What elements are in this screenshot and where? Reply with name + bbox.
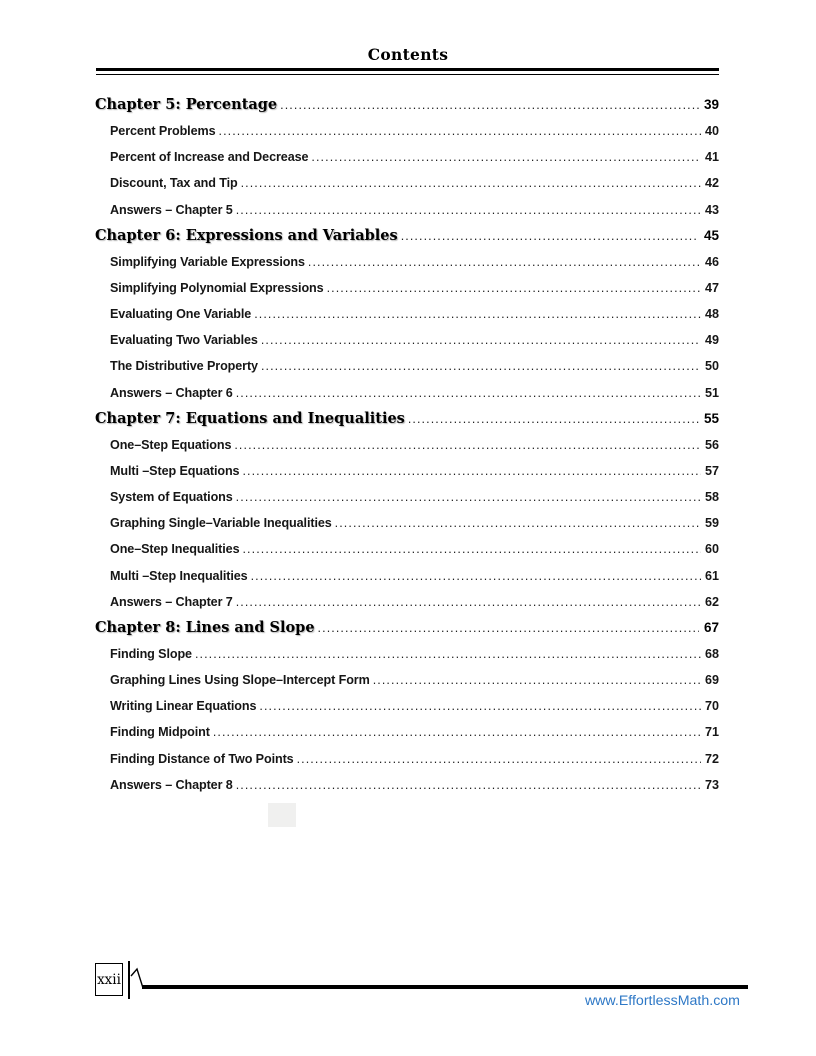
toc-entry-page: 40 (704, 124, 719, 139)
toc-entry-title: One–Step Inequalities (110, 542, 240, 557)
toc-entry-title: Simplifying Polynomial Expressions (110, 280, 324, 295)
toc-entry-title: Finding Slope (110, 646, 192, 661)
dot-leader (219, 118, 701, 144)
dot-leader (335, 510, 701, 536)
toc-entry-page: 57 (704, 463, 719, 478)
toc-entry-title: Multi –Step Equations (110, 463, 240, 478)
toc-entry-page: 72 (704, 751, 719, 766)
toc-section-entry (95, 275, 719, 301)
dot-leader (242, 536, 701, 562)
toc-entry-title: Finding Midpoint (110, 725, 210, 740)
toc-entry-title: Chapter 5: Percentage (95, 96, 278, 113)
toc-entry-page: 67 (703, 619, 719, 635)
toc-entry-page: 50 (704, 359, 719, 374)
toc-section-entry (95, 197, 719, 223)
toc-entry-title: Answers – Chapter 8 (110, 777, 233, 792)
website-link[interactable]: www.EffortlessMath.com (584, 993, 740, 1009)
toc-entry-page: 71 (704, 725, 719, 740)
dot-leader (259, 693, 701, 719)
header-rule (96, 68, 719, 75)
toc-entry-title: Percent Problems (110, 124, 216, 139)
dot-leader (318, 615, 699, 641)
dot-leader (236, 484, 701, 510)
toc-entry-title: Answers – Chapter 6 (110, 385, 233, 400)
toc-entry-title: Writing Linear Equations (110, 699, 257, 714)
toc-entry-page: 51 (704, 385, 719, 400)
toc-entry-page: 47 (704, 280, 719, 295)
footer-rule (142, 985, 748, 989)
page-header (0, 45, 816, 64)
toc-section-entry (95, 144, 719, 170)
toc-entry-page: 68 (704, 646, 719, 661)
toc-section-entry (95, 693, 719, 719)
dot-leader (280, 92, 699, 118)
toc-section-entry (95, 484, 719, 510)
toc-entry-title: Percent of Increase and Decrease (110, 150, 309, 165)
toc-entry-title: Evaluating One Variable (110, 307, 252, 322)
toc-section-entry (95, 301, 719, 327)
toc-entry-page: 46 (704, 254, 719, 269)
toc-entry-page: 42 (704, 176, 719, 191)
toc-entry-page: 58 (704, 490, 719, 505)
dot-leader (408, 406, 699, 432)
toc-section-entry (95, 746, 719, 772)
toc-entry-page: 48 (704, 307, 719, 322)
toc-entry-title: The Distributive Property (110, 359, 258, 374)
toc-section-entry (95, 432, 719, 458)
toc-section-entry (95, 327, 719, 353)
dot-leader (254, 301, 701, 327)
toc-section-entry (95, 667, 719, 693)
toc-section-entry (95, 589, 719, 615)
scan-smudge-artifact (268, 803, 296, 827)
toc-section-entry (95, 118, 719, 144)
toc-section-entry (95, 458, 719, 484)
toc-entry-title: System of Equations (110, 490, 233, 505)
toc-entry-title: Simplifying Variable Expressions (110, 254, 305, 269)
toc-section-entry (95, 563, 719, 589)
toc-entry-title: Multi –Step Inequalities (110, 568, 248, 583)
dot-leader (261, 353, 701, 379)
dot-leader (213, 719, 701, 745)
dot-leader (236, 772, 701, 798)
toc-entry-page: 61 (704, 568, 719, 583)
dot-leader (236, 589, 701, 615)
dot-leader (311, 144, 701, 170)
dot-leader (297, 746, 701, 772)
page-title: Contents (367, 45, 449, 64)
toc-entry-title: Answers – Chapter 5 (110, 202, 233, 217)
toc-section-entry (95, 249, 719, 275)
toc-section-entry (95, 719, 719, 745)
dot-leader (236, 197, 701, 223)
toc-section-entry (95, 641, 719, 667)
dot-leader (251, 563, 701, 589)
toc-entry-title: Graphing Lines Using Slope–Intercept Form (110, 673, 370, 688)
toc-chapter-entry (95, 406, 719, 432)
toc-chapter-entry (95, 615, 719, 641)
dot-leader (373, 667, 701, 693)
toc-entry-title: Discount, Tax and Tip (110, 176, 238, 191)
toc-entry-title: Finding Distance of Two Points (110, 751, 294, 766)
toc-entry-title: Chapter 6: Expressions and Variables (95, 226, 398, 244)
dot-leader (195, 641, 701, 667)
toc-section-entry (95, 353, 719, 379)
toc-entry-title: Evaluating Two Variables (110, 333, 258, 348)
toc-entry-page: 45 (703, 227, 719, 243)
toc-chapter-entry (95, 223, 719, 249)
toc-entry-title: Graphing Single–Variable Inequalities (110, 516, 332, 531)
toc-section-entry (95, 510, 719, 536)
dot-leader (327, 275, 701, 301)
toc-entry-page: 60 (704, 542, 719, 557)
dot-leader (401, 223, 699, 249)
toc-section-entry (95, 536, 719, 562)
dot-leader (236, 380, 701, 406)
toc-entry-page: 49 (704, 333, 719, 348)
toc-entry-title: Chapter 8: Lines and Slope (95, 618, 315, 636)
dot-leader (261, 327, 701, 353)
page-number: xxii (97, 971, 121, 988)
toc-entry-page: 73 (704, 777, 719, 792)
toc-section-entry (95, 772, 719, 798)
toc-entry-page: 62 (704, 594, 719, 609)
toc-entry-page: 55 (703, 410, 719, 426)
toc-entry-page: 43 (704, 202, 719, 217)
toc-entry-title: Chapter 7: Equations and Inequalities (95, 409, 405, 427)
dot-leader (241, 170, 701, 196)
toc-section-entry (95, 170, 719, 196)
toc-entry-page: 41 (704, 150, 719, 165)
toc-section-entry (95, 380, 719, 406)
page-number-box (95, 963, 123, 996)
dot-leader (308, 249, 701, 275)
dot-leader (234, 432, 701, 458)
toc-entry-title: One–Step Equations (110, 437, 232, 452)
toc-entry-page: 59 (704, 516, 719, 531)
dot-leader (242, 458, 701, 484)
toc-entry-page: 69 (704, 673, 719, 688)
table-of-contents (95, 92, 719, 798)
toc-chapter-entry (95, 92, 719, 118)
toc-entry-page: 70 (704, 699, 719, 714)
toc-entry-page: 39 (703, 97, 719, 112)
toc-entry-page: 56 (704, 437, 719, 452)
toc-entry-title: Answers – Chapter 7 (110, 594, 233, 609)
